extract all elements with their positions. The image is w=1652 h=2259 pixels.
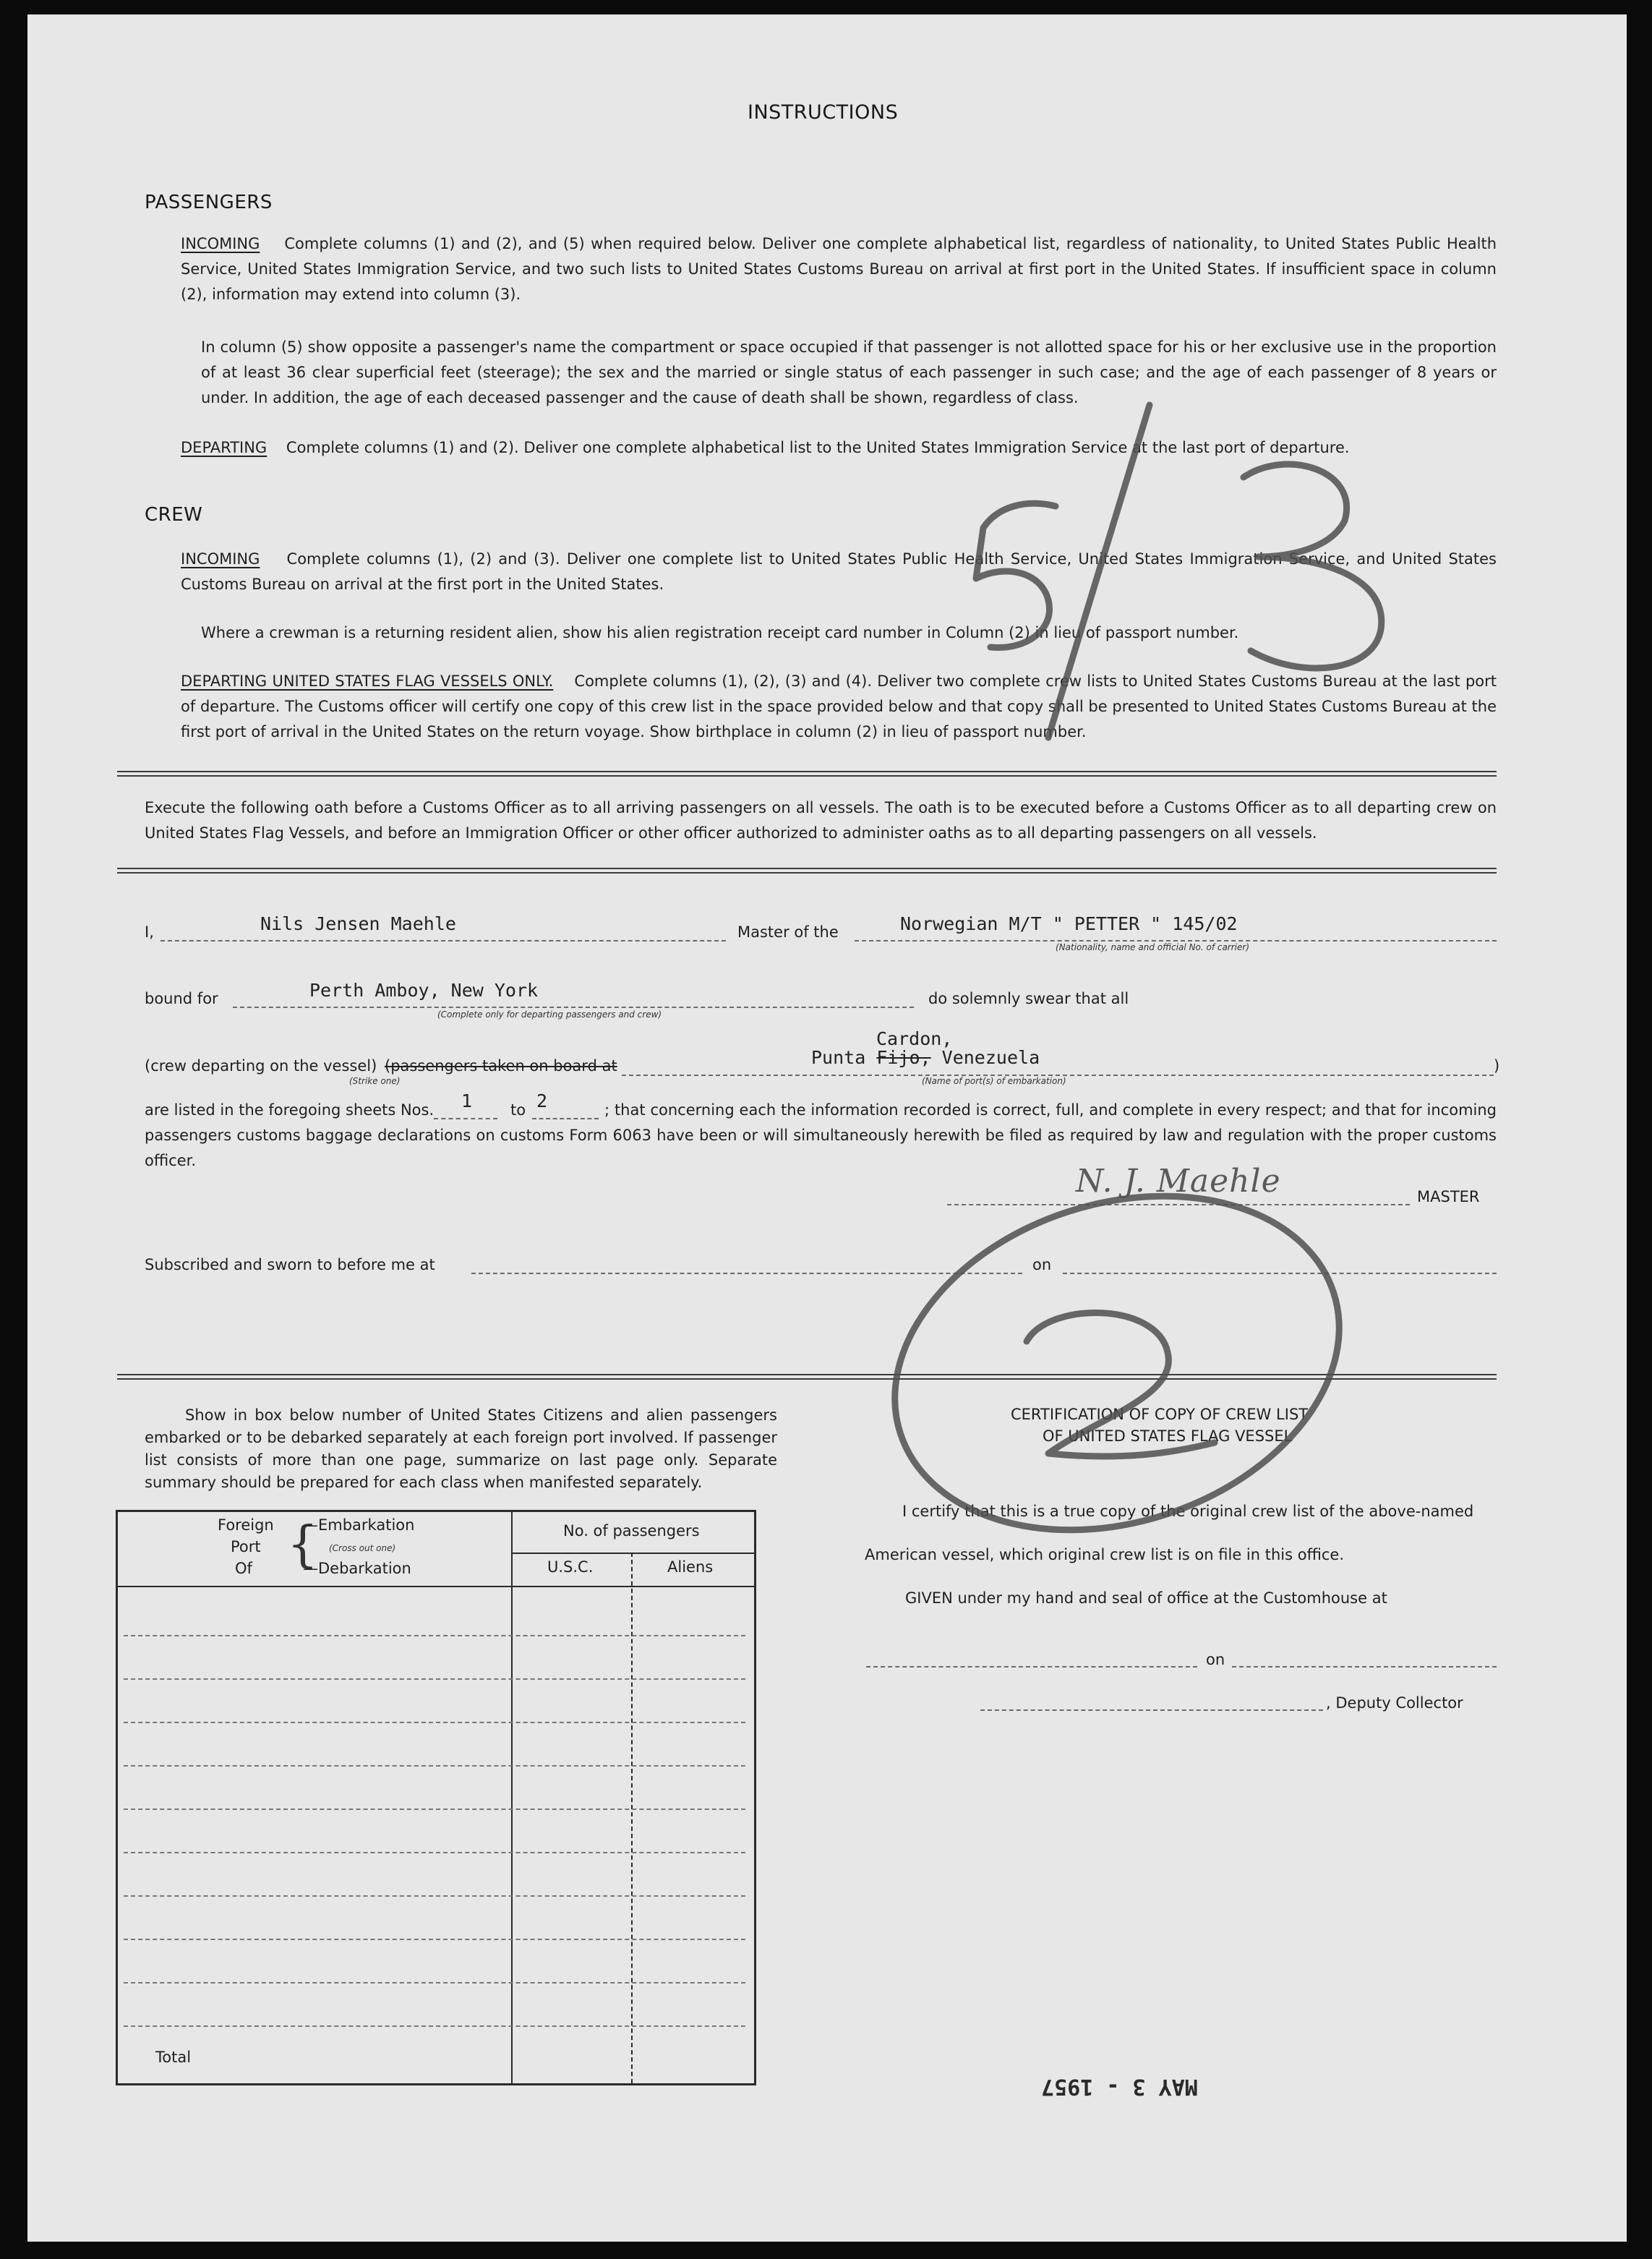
table-row xyxy=(124,1722,745,1723)
divider-rule xyxy=(117,771,1497,777)
passengers-incoming-text: Complete columns (1) and (2), and (5) when required below. Deliver one complete alphabetical list, regardless of nationality, to United States Public Health Service, United States Immigration Service, and two such lists to United States Customs Bureau on arrival at first port in the United States. If insufficient space in column (2), information may extend into column (3). xyxy=(181,235,1497,303)
crew-departing-label: (crew departing on the vessel) xyxy=(145,1057,377,1075)
summary-note: Show in box below number of United States Citizens and alien passengers embarked or to be debarked separately at each foreign port involved. If passenger list consists of more than one page, summarize on last page only. Separate summary should be prepared for each class when manifested separately. xyxy=(145,1406,777,1491)
sheet-from-value: 1 xyxy=(461,1090,473,1111)
subscribed-date-line xyxy=(1063,1273,1497,1274)
table-col-divider xyxy=(631,1553,633,2083)
passengers-departing-text: Complete columns (1) and (2). Deliver one complete alphabetical list to the United States Immigration Service at the last port of departure. xyxy=(286,439,1350,456)
strike-caption: (Strike one) xyxy=(349,1076,401,1086)
cross-out-caption: (Cross out one) xyxy=(329,1543,396,1553)
crew-departing-text: Complete columns (1), (2), (3) and (4). Deliver two complete crew lists to United States Customs Bureau at the last port of departure. The Customs officer will certify one copy of this crew list in the space provided below and that copy shall be presented to United States Customs Bureau at the first port of arrival in the United States on the return voyage. Show birthplace in column (2) in lieu of passport number. xyxy=(181,672,1497,740)
crew-incoming-label: INCOMING xyxy=(181,550,260,568)
to-label: to xyxy=(510,1101,526,1119)
table-row xyxy=(124,1895,745,1897)
no-passengers-label: No. of passengers xyxy=(563,1522,700,1540)
subscribed-label: Subscribed and sworn to before me at xyxy=(145,1256,435,1273)
port-suffix: Venezuela xyxy=(941,1047,1040,1068)
table-row xyxy=(124,1678,745,1680)
subscribed-place-line xyxy=(471,1273,1022,1274)
table-row xyxy=(124,1765,745,1767)
listed-tail-text: ; that concerning each the information recorded is correct, full, and complete in every respect; and that for incoming passengers customs baggage declarations on customs Form 6063 have been or will simultaneously herewith be filed as required by law and regulation with the proper customs officer. xyxy=(145,1101,1497,1169)
table-row xyxy=(124,1635,745,1636)
usc-header: U.S.C. xyxy=(547,1558,594,1576)
brace-glyph: { xyxy=(287,1516,319,1573)
certification-place-line xyxy=(866,1666,1197,1667)
oath-intro-text: Execute the following oath before a Customs Officer as to all arriving passengers on all vessels. The oath is to be executed before a Customs Officer as to all departing crew on United States Flag Vessels, and before an Immigration Officer or other officer authorized to administer oaths as to all departing passengers on all vessels. xyxy=(145,799,1497,842)
master-label: MASTER xyxy=(1417,1188,1480,1205)
master-name-value: Nils Jensen Maehle xyxy=(260,913,456,934)
crew-incoming-block xyxy=(181,547,1497,597)
passenger-summary-table xyxy=(116,1510,756,2085)
swear-text: do solemnly swear that all xyxy=(928,990,1129,1007)
passengers-column5-text: In column (5) show opposite a passenger's name the compartment or space occupied if that passenger is not allotted space for his or her exclusive use in the proportion of at least 36 clear superficial feet (steerage); the sex and the married or single status of each passenger in such case; and the age of each passenger of 8 years or under. In addition, the age of each deceased passenger and the cause of death shall be shown, regardless of class. xyxy=(201,338,1497,406)
foreign-label: Foreign xyxy=(218,1516,274,1534)
listed-label: are listed in the foregoing sheets Nos. xyxy=(145,1101,435,1119)
vessel-caption: (Nationality, name and official No. of carrier) xyxy=(1056,942,1250,952)
table-row xyxy=(124,1809,745,1810)
certification-on-label: on xyxy=(1206,1651,1225,1668)
vessel-value: Norwegian M/T " PETTER " 145/02 xyxy=(900,913,1238,934)
passengers-heading: PASSENGERS xyxy=(145,192,273,213)
table-header-rule xyxy=(118,1586,754,1587)
total-label: Total xyxy=(155,2049,192,2066)
passengers-incoming-label: INCOMING xyxy=(181,235,260,252)
subscribed-on-label: on xyxy=(1032,1256,1052,1273)
passengers-departing-block xyxy=(181,435,1497,461)
american-vessel-text: American vessel, which original crew list is on file in this office. xyxy=(865,1546,1345,1563)
instructions-title: INSTRUCTIONS xyxy=(748,101,899,124)
passengers-departing-label: DEPARTING xyxy=(181,439,268,456)
struck-passengers-text: (passengers taken on board at xyxy=(385,1057,617,1075)
crew-departing-block xyxy=(181,669,1497,745)
master-of-label: Master of the xyxy=(737,923,839,941)
port-prefix: Punta xyxy=(811,1047,866,1068)
date-stamp: MAY 3 - 1957 xyxy=(1041,2074,1198,2099)
deputy-collector-label: , Deputy Collector xyxy=(1326,1694,1463,1712)
certification-title-line2: OF UNITED STATES FLAG VESSEL xyxy=(1043,1427,1293,1445)
bound-for-value: Perth Amboy, New York xyxy=(309,980,539,1001)
bound-for-label: bound for xyxy=(145,990,218,1007)
crew-returning-text: Where a crewman is a returning resident alien, show his alien registration receipt card number in Column (2) in lieu of passport number. xyxy=(201,624,1239,641)
table-row xyxy=(124,1852,745,1853)
port-value xyxy=(811,1047,1040,1068)
port-above-value: Cardon, xyxy=(876,1028,953,1049)
divider-rule xyxy=(117,1374,1497,1380)
port-caption: (Name of port(s) of embarkation) xyxy=(922,1076,1066,1086)
bound-for-line xyxy=(233,1007,914,1008)
given-text: GIVEN under my hand and seal of office at the Customhouse at xyxy=(905,1589,1387,1607)
debarkation-label: —Debarkation xyxy=(303,1560,411,1577)
signature-line xyxy=(947,1204,1410,1205)
port-struck: Fijo, xyxy=(876,1047,931,1068)
passengers-incoming-block xyxy=(181,231,1497,307)
master-name-line xyxy=(161,940,726,941)
certify-text: I certify that this is a true copy of the original crew list of the above-named xyxy=(902,1503,1474,1520)
oath-i-label: I, xyxy=(145,923,154,941)
table-col-divider xyxy=(511,1512,513,2083)
crew-heading: CREW xyxy=(145,504,203,526)
signature: N. J. Maehle xyxy=(1076,1163,1281,1200)
embarkation-label: —Embarkation xyxy=(303,1516,415,1534)
of-label: Of xyxy=(235,1560,252,1577)
table-subheader-rule xyxy=(511,1553,754,1554)
divider-rule xyxy=(117,868,1497,874)
sheet-to-value: 2 xyxy=(536,1090,548,1111)
certification-date-line xyxy=(1232,1666,1497,1667)
certification-title-line1: CERTIFICATION OF COPY OF CREW LIST xyxy=(1011,1406,1309,1423)
table-row xyxy=(124,1939,745,1940)
close-paren: ) xyxy=(1494,1057,1500,1075)
crew-incoming-text: Complete columns (1), (2) and (3). Deliver one complete list to United States Public Health Service, United States Immigration Service, and United States Customs Bureau on arrival at the first port in the United States. xyxy=(181,550,1497,593)
crew-departing-label: DEPARTING UNITED STATES FLAG VESSELS ONLY. xyxy=(181,672,554,690)
port-label: Port xyxy=(231,1538,261,1555)
table-row xyxy=(124,2025,745,2027)
deputy-collector-line xyxy=(980,1709,1323,1711)
vessel-line xyxy=(855,940,1497,941)
table-row xyxy=(124,1982,745,1983)
bound-for-caption: (Complete only for departing passengers and crew) xyxy=(437,1009,662,1020)
aliens-header: Aliens xyxy=(667,1558,714,1576)
